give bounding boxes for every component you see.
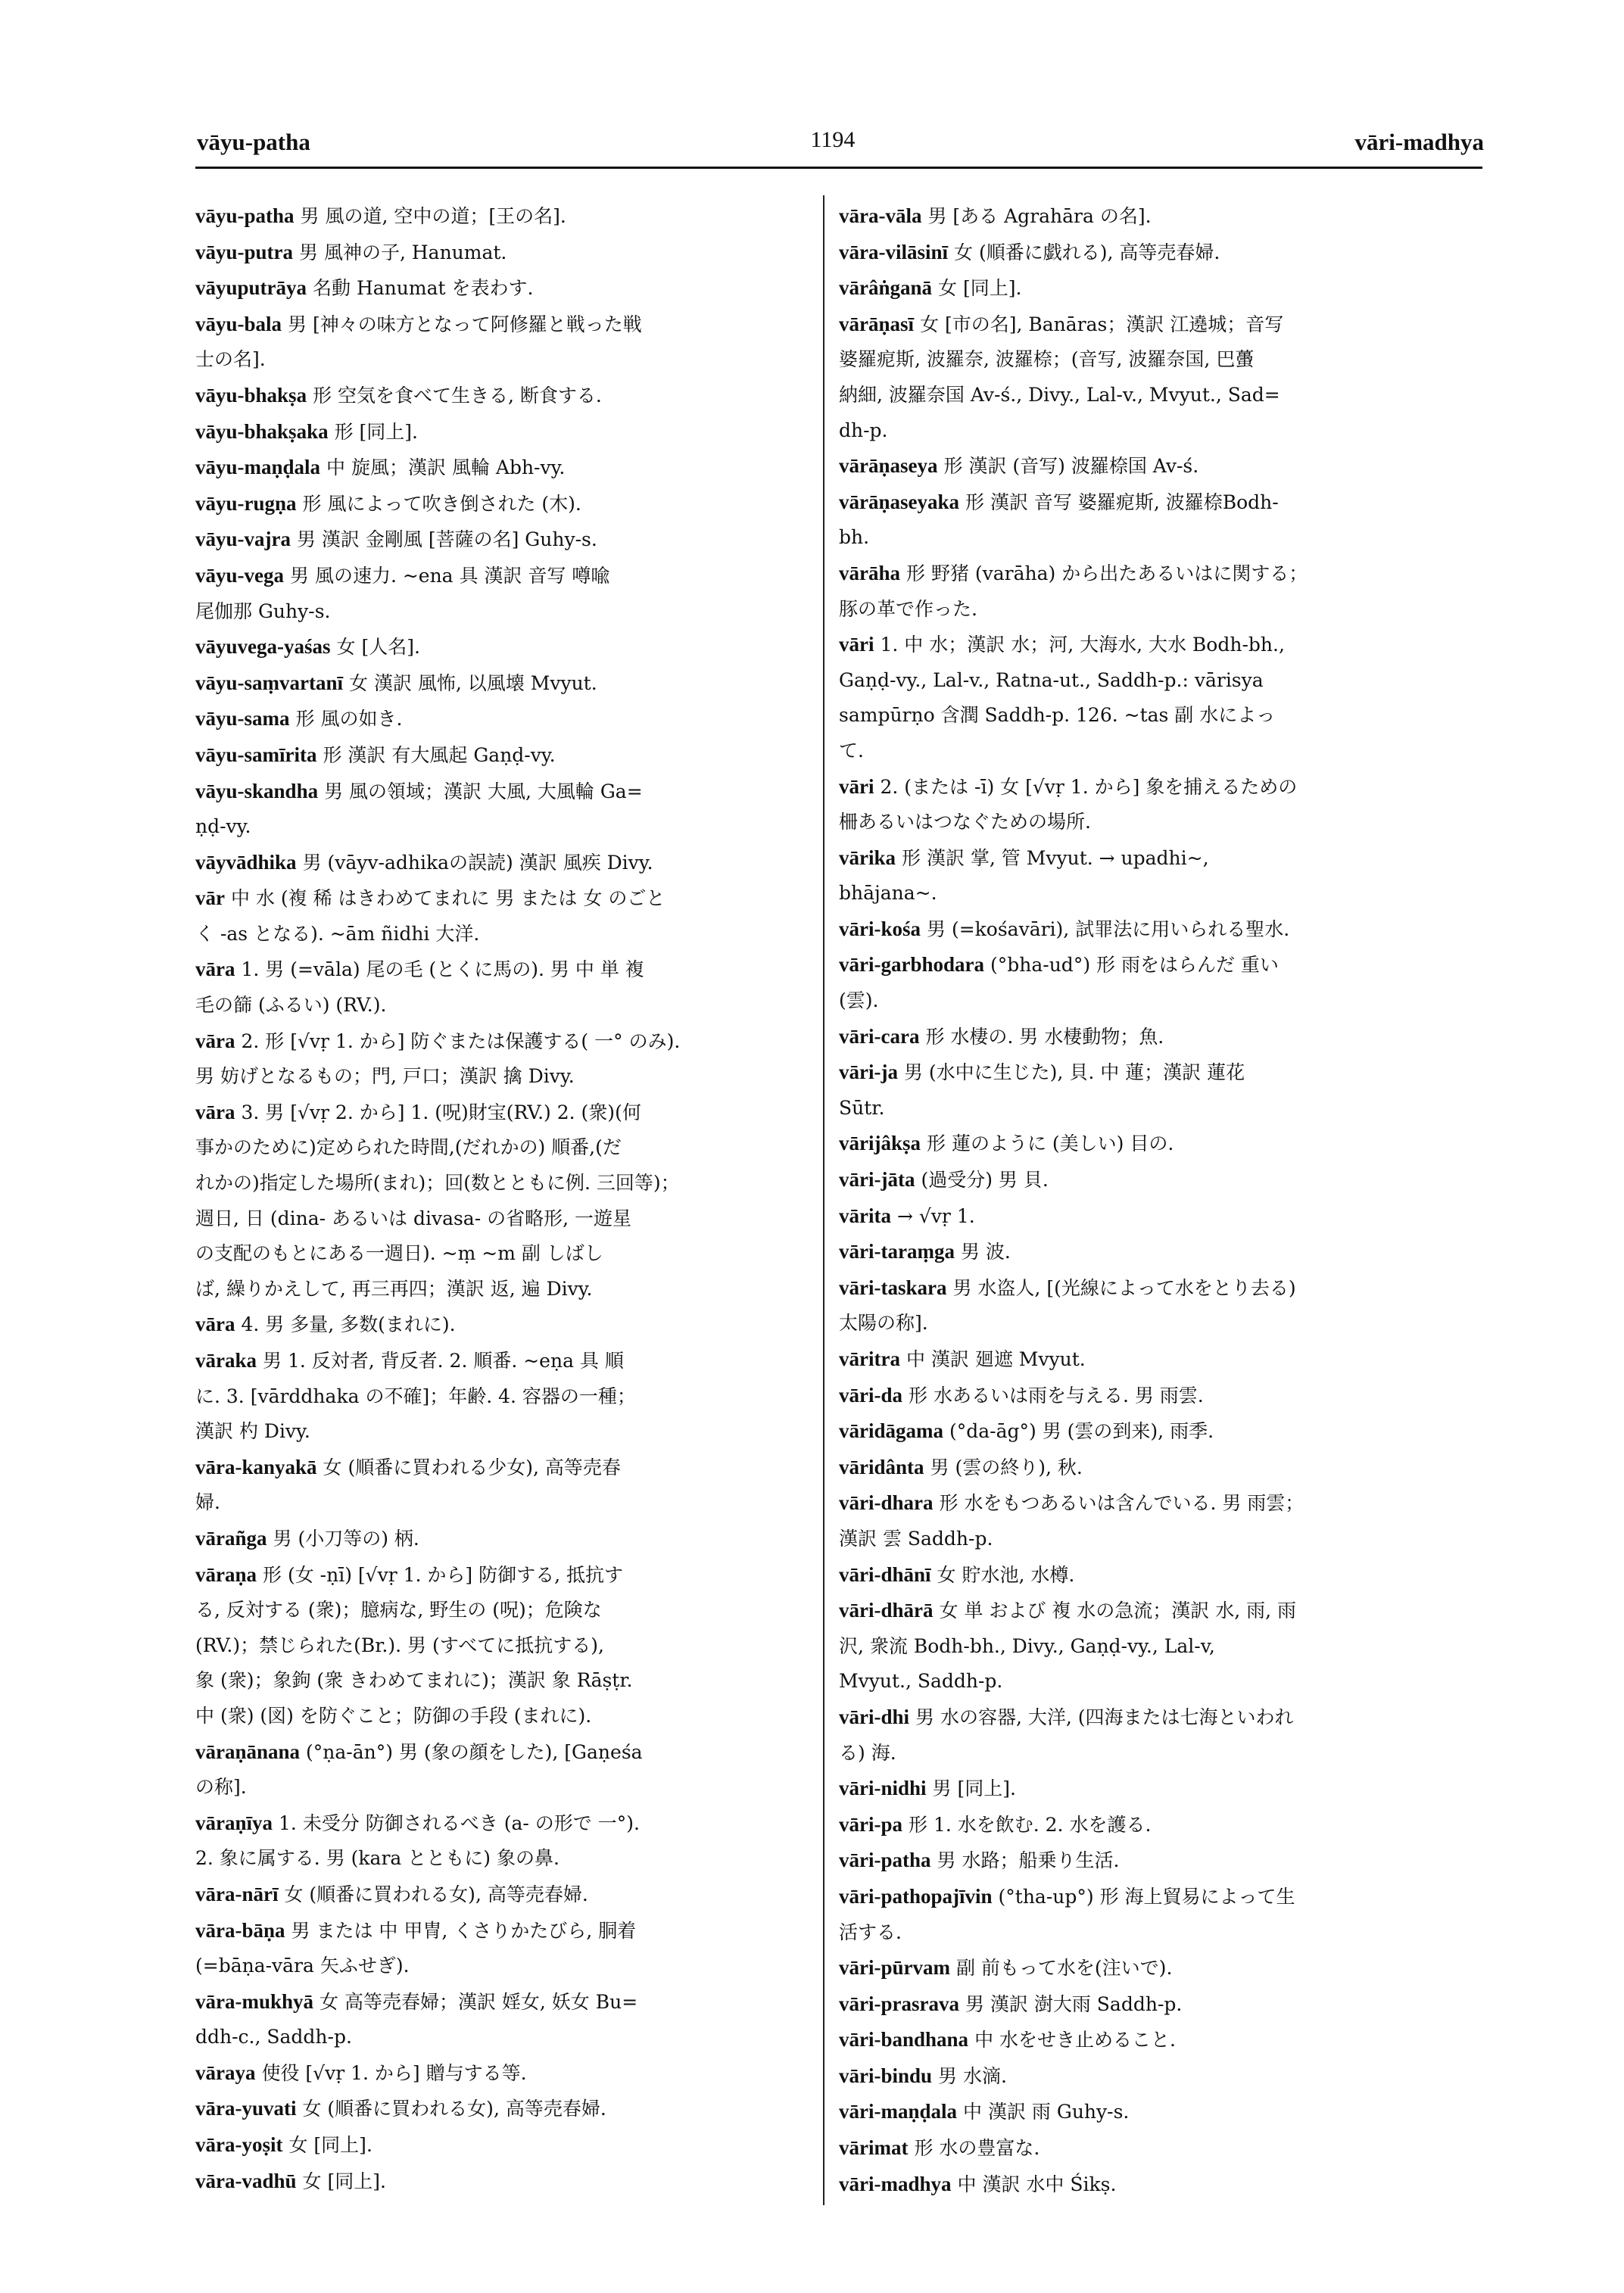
definition-line: (RV.)；禁じられた(Br.). 男 (すべてに抵抗する), bbox=[195, 1634, 604, 1656]
definition-line: 2. 象に属する. 男 (kara とともに) 象の鼻. bbox=[195, 1847, 560, 1870]
definition-line: 男 漢訳 金剛風 [菩薩の名] Guhy-s. bbox=[296, 528, 597, 551]
dictionary-entry bbox=[195, 1450, 801, 1521]
definition-line: (雲). bbox=[839, 989, 879, 1012]
headword: vāra bbox=[195, 1029, 235, 1052]
definition-line: の支配のもとにある一週日). ~ṃ ~m 副 しばし bbox=[195, 1242, 603, 1265]
definition-line: 男 (vāyv-adhikaの誤読) 漢訳 風疾 Divy. bbox=[302, 851, 653, 874]
definition-line: 中 漢訳 廻遮 Mvyut. bbox=[906, 1348, 1086, 1370]
definition-line: 中 水 (複 稀 はきわめてまれに 男 または 女 のごと bbox=[230, 887, 665, 910]
dictionary-entry bbox=[839, 947, 1482, 1018]
definition-line: 男 水盗人, [(光線によって水をとり去る) bbox=[952, 1276, 1296, 1299]
right-column bbox=[839, 198, 1482, 2202]
definition-line: 男 妨げとなるもの；門, 戸口；漢訳 擒 Divy. bbox=[195, 1065, 575, 1088]
headword: vāyu-saṃvartanī bbox=[195, 671, 343, 694]
headword: vāridânta bbox=[839, 1455, 924, 1478]
headword: vāra-vāla bbox=[839, 204, 922, 227]
definition-line: 形 水の豊富な. bbox=[914, 2137, 1040, 2160]
definition-line: ddh-c., Saddh-p. bbox=[195, 2026, 352, 2048]
dictionary-entry bbox=[195, 1734, 801, 1805]
dictionary-entry bbox=[195, 270, 801, 307]
dictionary-entry bbox=[839, 1341, 1482, 1378]
definition-line: 男 水の容器, 大洋, (四海または七海といわれ bbox=[915, 1706, 1294, 1728]
dictionary-entry bbox=[195, 1805, 801, 1877]
definition-line: 女 貯水池, 水樽. bbox=[937, 1563, 1075, 1586]
definition-line: 女 (順番に買われる女), 高等売春婦. bbox=[302, 2098, 606, 2120]
definition-line: る, 反対する (衆)；臆病な, 野生の (呪)；危険な bbox=[195, 1599, 602, 1622]
headword: vārāha bbox=[839, 561, 900, 584]
headword: vāyu-bala bbox=[195, 312, 282, 335]
headword: vāri-garbhodara bbox=[839, 953, 984, 977]
headword: vāritra bbox=[839, 1347, 900, 1370]
dictionary-entry bbox=[195, 845, 801, 881]
definition-line: 形 1. 水を飲む. 2. 水を護る. bbox=[909, 1813, 1152, 1836]
dictionary-entry bbox=[839, 1234, 1482, 1270]
headword: vāri-prasrava bbox=[839, 1992, 959, 2015]
dictionary-entry bbox=[195, 1557, 801, 1734]
definition-line: 女 [同上]. bbox=[288, 2134, 372, 2157]
headword: vāri-dhārā bbox=[839, 1599, 934, 1622]
definition-line: 女 [同上]. bbox=[302, 2170, 386, 2192]
definition-line: 士の名]. bbox=[195, 348, 266, 371]
dictionary-entry bbox=[839, 1450, 1482, 1486]
headword: vāyvādhika bbox=[195, 850, 297, 874]
headword: vāra bbox=[195, 1313, 235, 1336]
definition-line: 副 前もって水を(注いで). bbox=[955, 1957, 1173, 1980]
definition-line: 2. (または -ī) 女 [√vṛ 1. から] 象を捕えるための bbox=[880, 775, 1298, 798]
headword: vārita bbox=[839, 1204, 891, 1227]
dictionary-entry bbox=[195, 737, 801, 774]
definition-line: 柵あるいはつなぐための場所. bbox=[839, 811, 1091, 833]
definition-line: 女 漢訳 風怖, 以風壊 Mvyut. bbox=[349, 671, 597, 694]
headword: vāyu-samīrita bbox=[195, 743, 317, 766]
definition-line: 女 [市の名], Banāras；漢訳 江遶城；音写 bbox=[920, 313, 1284, 335]
definition-line: 男 (水中に生じた), 貝. 中 蓮；漢訳 蓮花 bbox=[903, 1061, 1245, 1084]
headword: vāri-da bbox=[839, 1383, 902, 1407]
definition-line: 形 水をもつあるいは含んでいる. 男 雨雲； bbox=[939, 1492, 1304, 1515]
dictionary-entry bbox=[195, 1307, 801, 1343]
dictionary-entry bbox=[839, 840, 1482, 911]
definition-line: dh-p. bbox=[839, 419, 888, 441]
headword: vārika bbox=[839, 846, 896, 869]
definition-line: 女 [人名]. bbox=[336, 636, 420, 659]
headword: vāra-yoṣit bbox=[195, 2133, 283, 2157]
headword: vār bbox=[195, 886, 225, 910]
headword: vāri-dhi bbox=[839, 1705, 910, 1728]
headword: vāra-mukhyā bbox=[195, 1989, 314, 2013]
definition-line: れかの)指定した場所(まれ)；回(数とともに例. 三回等)； bbox=[195, 1172, 680, 1195]
definition-line: 男 風の領域；漢訳 大風, 大風輪 Ga= bbox=[324, 780, 643, 802]
dictionary-entry bbox=[195, 450, 801, 486]
dictionary-entry bbox=[839, 1593, 1482, 1699]
dictionary-entry bbox=[839, 1843, 1482, 1879]
definition-line: bhājana~. bbox=[839, 882, 937, 905]
headword: vāri-maṇḍala bbox=[839, 2100, 958, 2123]
headword: vārimat bbox=[839, 2136, 909, 2160]
definition-line: 尾伽那 Guhy-s. bbox=[195, 600, 331, 622]
headword: vārijâkṣa bbox=[839, 1132, 921, 1155]
headword: vāraṇānana bbox=[195, 1740, 301, 1763]
dictionary-entry bbox=[839, 627, 1482, 768]
definition-line: (=bāṇa-vāra 矢ふせぎ). bbox=[195, 1955, 410, 1977]
dictionary-entry bbox=[195, 2091, 801, 2127]
definition-line: 男 水路；船乗り生活. bbox=[937, 1849, 1120, 1872]
dictionary-entry bbox=[195, 1343, 801, 1450]
headword: vāyuputrāya bbox=[195, 276, 307, 300]
dictionary-entry bbox=[195, 1521, 801, 1557]
definition-line: bh. bbox=[839, 526, 870, 549]
headword: vāri-taskara bbox=[839, 1276, 947, 1299]
definition-line: 3. 男 [√vṛ 2. から] 1. (呪)財宝(RV.) 2. (衆)(何 bbox=[241, 1101, 641, 1123]
definition-line: 男 [同上]. bbox=[932, 1777, 1016, 1800]
definition-line: (°da-āg°) 男 (雲の到来), 雨季. bbox=[949, 1420, 1214, 1443]
definition-line: 1. 中 水；漢訳 水；河, 大海水, 大水 Bodh-bh., bbox=[880, 634, 1285, 656]
headword: vāri-patha bbox=[839, 1849, 931, 1872]
dictionary-entry bbox=[195, 198, 801, 235]
definition-line: (°ṇa-ān°) 男 (象の顔をした), [Gaṇeśa bbox=[306, 1740, 643, 1763]
left-column bbox=[195, 198, 801, 2199]
definition-line: 形 漢訳 掌, 管 Mvyut. → upadhi~, bbox=[902, 846, 1209, 869]
dictionary-entry bbox=[195, 2055, 801, 2092]
headword: vāyu-patha bbox=[195, 204, 295, 227]
dictionary-entry bbox=[195, 558, 801, 629]
definition-line: (°bha-ud°) 形 雨をはらんだ 重い bbox=[990, 954, 1279, 977]
definition-line: 太陽の称]. bbox=[839, 1312, 928, 1335]
definition-line: 漢訳 雲 Saddh-p. bbox=[839, 1527, 993, 1550]
definition-line: て. bbox=[839, 739, 864, 762]
dictionary-entry bbox=[839, 556, 1482, 627]
headword: vāyu-skandha bbox=[195, 779, 319, 802]
definition-line: る) 海. bbox=[839, 1741, 896, 1764]
definition-line: 形 蓮のように (美しい) 目の. bbox=[927, 1132, 1174, 1155]
definition-line: 象 (衆)；象鉤 (衆 きわめてまれに)；漢訳 象 Rāṣṭr. bbox=[195, 1669, 633, 1692]
headword: vāri-jāta bbox=[839, 1168, 915, 1192]
definition-line: 1. 未受分 防御されるべき (a- の形で 一°). bbox=[279, 1812, 640, 1834]
page-number: 1194 bbox=[810, 127, 856, 152]
headword: vāra-yuvati bbox=[195, 2097, 297, 2120]
headword: vāri bbox=[839, 774, 874, 798]
definition-line: Gaṇḍ-vy., Lal-v., Ratna-ut., Saddh-p.: vārisya bbox=[839, 668, 1264, 691]
definition-line: の称]. bbox=[195, 1776, 247, 1799]
dictionary-entry bbox=[839, 2130, 1482, 2167]
dictionary-entry bbox=[839, 1198, 1482, 1235]
dictionary-entry bbox=[839, 1950, 1482, 1986]
definition-line: 男 (雲の終り), 秋. bbox=[930, 1456, 1083, 1478]
definition-line: 週日, 日 (dina- あるいは divasa- の省略形, 一遊星 bbox=[195, 1207, 631, 1229]
headword: vāri-dhara bbox=[839, 1491, 934, 1515]
dictionary-entry bbox=[839, 769, 1482, 840]
definition-line: に. 3. [vārddhaka の不確]；年齢. 4. 容器の一種； bbox=[195, 1385, 636, 1407]
definition-line: 男 (=kośavāri), 試罪法に用いられる聖水. bbox=[927, 918, 1290, 940]
definition-line: 中 (衆) (図) を防ぐこと；防御の手段 (まれに). bbox=[195, 1704, 592, 1727]
dictionary-entry bbox=[195, 1023, 801, 1095]
definition-line: 形 (女 -ṇī) [√vṛ 1. から] 防御する, 抵抗す bbox=[263, 1563, 623, 1586]
dictionary-entry bbox=[839, 1807, 1482, 1843]
headword: vāri-taraṃga bbox=[839, 1240, 955, 1263]
definition-line: 1. 男 (=vāla) 尾の毛 (とくに馬の). 男 中 単 複 bbox=[241, 958, 644, 981]
definition-line: 女 [同上]. bbox=[938, 277, 1022, 300]
headword: vāri-pūrvam bbox=[839, 1956, 950, 1980]
headword: vāra-vadhū bbox=[195, 2169, 297, 2192]
dictionary-entry bbox=[839, 1986, 1482, 2023]
dictionary-entry bbox=[839, 1879, 1482, 1950]
dictionary-entry bbox=[195, 774, 801, 845]
dictionary-entry bbox=[195, 522, 801, 558]
definition-line: 女 (順番に戯れる), 高等売春婦. bbox=[954, 241, 1220, 263]
definition-line: 婆羅痆斯, 波羅奈, 波羅㮈；(音写, 波羅奈国, 巴蠆 bbox=[839, 348, 1255, 371]
headword: vāra-vilāsinī bbox=[839, 240, 949, 263]
definition-line: 男 (小刀等の) 柄. bbox=[273, 1527, 419, 1550]
dictionary-entry bbox=[195, 2164, 801, 2200]
definition-line: 婦. bbox=[195, 1491, 220, 1514]
definition-line: 男 風の道, 空中の道；[王の名]. bbox=[300, 205, 566, 227]
headword: vāra bbox=[195, 958, 235, 981]
definition-line: 男 漢訳 澍大雨 Saddh-p. bbox=[965, 1992, 1183, 2015]
definition-line: 男 水滴. bbox=[938, 2064, 1007, 2087]
definition-line: 男 [ある Agrahāra の名]. bbox=[927, 205, 1152, 227]
definition-line: 女 高等売春婦；漢訳 婬女, 妖女 Bu= bbox=[320, 1990, 638, 2013]
headword: vāri-bandhana bbox=[839, 2028, 969, 2052]
definition-line: 男 1. 反対者, 背反者. 2. 順番. ~eṇa 具 順 bbox=[263, 1350, 624, 1372]
dictionary-entry bbox=[195, 414, 801, 450]
definition-line: く -as となる). ~ām ñidhi 大洋. bbox=[195, 922, 480, 945]
headword: vārāṇaseyaka bbox=[839, 490, 960, 513]
headword: vāri-nidhi bbox=[839, 1777, 927, 1800]
definition-line: 形 空気を食べて生きる, 断食する. bbox=[313, 384, 602, 407]
definition-line: Sūtr. bbox=[839, 1096, 885, 1119]
dictionary-entry bbox=[195, 307, 801, 378]
headword: vāri-pathopajīvin bbox=[839, 1884, 993, 1908]
definition-line: 毛の篩 (ふるい) (RV.). bbox=[195, 994, 387, 1017]
definition-line: 事かのために)定められた時間,(だれかの) 順番,(だ bbox=[195, 1136, 622, 1159]
definition-line: 漢訳 杓 Divy. bbox=[195, 1420, 310, 1443]
headword: vāra-kanyakā bbox=[195, 1455, 317, 1478]
dictionary-entry bbox=[839, 1019, 1482, 1055]
headword: vāyu-rugṇa bbox=[195, 491, 297, 515]
headword: vārañga bbox=[195, 1526, 267, 1550]
definition-line: 中 漢訳 水中 Śikṣ. bbox=[957, 2173, 1117, 2195]
dictionary-entry bbox=[195, 880, 801, 952]
headword: vāyu-vega bbox=[195, 563, 284, 587]
dictionary-entry bbox=[195, 2127, 801, 2164]
headword: vārâṅganā bbox=[839, 276, 933, 300]
dictionary-entry bbox=[839, 1270, 1482, 1341]
definition-line: 男 波. bbox=[960, 1241, 1011, 1263]
dictionary-entry bbox=[839, 1055, 1482, 1126]
dictionary-entry bbox=[839, 2167, 1482, 2203]
definition-line: ば, 繰りかえして, 再三再四；漢訳 返, 遍 Divy. bbox=[195, 1277, 593, 1300]
left-guideword: vāyu-patha bbox=[197, 129, 310, 155]
definition-line: 形 風の如き. bbox=[295, 708, 403, 731]
headword: vāyu-bhakṣa bbox=[195, 383, 307, 407]
headword: vāri-ja bbox=[839, 1061, 898, 1084]
definition-line: 男 風神の子, Hanumat. bbox=[299, 241, 507, 263]
definition-line: 中 水をせき止めること. bbox=[974, 2029, 1176, 2052]
dictionary-entry bbox=[195, 629, 801, 665]
dictionary-entry bbox=[195, 1984, 801, 2055]
definition-line: 形 漢訳 有大風起 Gaṇḍ-vy. bbox=[323, 743, 556, 766]
headword: vārāṇaseya bbox=[839, 454, 938, 478]
definition-line: 男 [神々の味方となって阿修羅と戦った戦 bbox=[288, 313, 642, 335]
dictionary-entry bbox=[195, 486, 801, 522]
dictionary-entry bbox=[839, 448, 1482, 484]
headword: vāyu-maṇḍala bbox=[195, 456, 321, 479]
definition-line: 形 漢訳 (音写) 波羅㮈国 Av-ś. bbox=[943, 455, 1199, 478]
definition-line: (過受分) 男 貝. bbox=[921, 1169, 1049, 1192]
definition-line: 男 風の速力. ~ena 具 漢訳 音写 噂喩 bbox=[290, 564, 610, 587]
dictionary-entry bbox=[839, 307, 1482, 448]
dictionary-entry bbox=[839, 1699, 1482, 1771]
definition-line: 形 [同上]. bbox=[334, 420, 418, 443]
dictionary-entry bbox=[839, 1126, 1482, 1162]
headword: vāra bbox=[195, 1100, 235, 1123]
dictionary-entry bbox=[839, 198, 1482, 235]
headword: vāra-nārī bbox=[195, 1882, 279, 1905]
definition-line: 形 水あるいは雨を与える. 男 雨雲. bbox=[909, 1384, 1204, 1407]
headword: vāri bbox=[839, 633, 874, 656]
headword: vāraya bbox=[195, 2061, 256, 2084]
headword: vāri-pa bbox=[839, 1812, 902, 1836]
definition-line: 活する. bbox=[839, 1921, 902, 1943]
headword: vāri-kośa bbox=[839, 917, 921, 940]
dictionary-entry bbox=[195, 1913, 801, 1984]
dictionary-entry bbox=[839, 235, 1482, 271]
definition-line: 女 単 および 複 水の急流；漢訳 水, 雨, 雨 bbox=[939, 1600, 1297, 1622]
definition-line: 名動 Hanumat を表わす. bbox=[313, 277, 534, 300]
headword: vāraka bbox=[195, 1349, 257, 1372]
definition-line: sampūrṇo 含潤 Saddh-p. 126. ~tas 副 水によっ bbox=[839, 704, 1276, 727]
dictionary-entry bbox=[839, 1771, 1482, 1807]
definition-line: 納細, 波羅奈国 Av-ś., Divy., Lal-v., Mvyut., Sad= bbox=[839, 383, 1280, 406]
headword: vāra-bāṇa bbox=[195, 1918, 285, 1942]
dictionary-entry bbox=[839, 1413, 1482, 1450]
headword: vāyuvega-yaśas bbox=[195, 635, 331, 659]
definition-line: 使役 [√vṛ 1. から] 贈与する等. bbox=[261, 2061, 527, 2084]
headword: vāyu-putra bbox=[195, 240, 294, 263]
definition-line: 4. 男 多量, 多数(まれに). bbox=[241, 1313, 456, 1336]
headword: vāyu-sama bbox=[195, 707, 290, 731]
dictionary-entry bbox=[195, 378, 801, 414]
definition-line: 2. 形 [√vṛ 1. から] 防ぐまたは保護する( 一° のみ). bbox=[241, 1030, 681, 1052]
headword: vāri-bindu bbox=[839, 2064, 933, 2087]
definition-line: 男 または 中 甲冑, くさりかたびら, 胴着 bbox=[291, 1919, 637, 1942]
dictionary-entry bbox=[839, 484, 1482, 556]
dictionary-entry bbox=[195, 701, 801, 737]
dictionary-entry bbox=[839, 2094, 1482, 2130]
headword: vāri-cara bbox=[839, 1024, 920, 1048]
dictionary-entry bbox=[839, 2022, 1482, 2058]
headword: vāyu-vajra bbox=[195, 528, 291, 551]
definition-line: 女 (順番に買われる少女), 高等売春 bbox=[323, 1456, 621, 1478]
definition-line: 女 (順番に買われる女), 高等売春婦. bbox=[284, 1883, 588, 1905]
dictionary-entry bbox=[839, 1162, 1482, 1198]
definition-line: 豚の革で作った. bbox=[839, 597, 977, 620]
headword: vāraṇa bbox=[195, 1562, 257, 1586]
headword: vāridāgama bbox=[839, 1419, 943, 1443]
dictionary-entry bbox=[195, 952, 801, 1023]
definition-line: 形 風によって吹き倒された (木). bbox=[302, 492, 581, 515]
dictionary-entry bbox=[839, 2058, 1482, 2095]
dictionary-entry bbox=[839, 270, 1482, 307]
headword: vāraṇīya bbox=[195, 1811, 273, 1834]
dictionary-entry bbox=[195, 1095, 801, 1307]
column-divider bbox=[823, 195, 824, 2205]
header-rule bbox=[195, 167, 1482, 169]
headword: vāri-dhānī bbox=[839, 1562, 931, 1586]
definition-line: ṇḍ-vy. bbox=[195, 815, 251, 838]
dictionary-entry bbox=[195, 235, 801, 271]
dictionary-entry bbox=[839, 911, 1482, 948]
definition-line: 中 旋風；漢訳 風輪 Abh-vy. bbox=[326, 456, 566, 479]
headword: vārāṇasī bbox=[839, 312, 915, 335]
definition-line: (°tha-up°) 形 海上貿易によって生 bbox=[998, 1885, 1295, 1908]
dictionary-entry bbox=[839, 1557, 1482, 1594]
headword: vāri-madhya bbox=[839, 2172, 952, 2195]
definition-line: 中 漢訳 雨 Guhy-s. bbox=[963, 2101, 1130, 2123]
headword: vāyu-bhakṣaka bbox=[195, 419, 329, 443]
right-guideword: vāri-madhya bbox=[1354, 129, 1484, 155]
definition-line: 形 水棲の. 男 水棲動物；魚. bbox=[925, 1025, 1164, 1048]
definition-line: → √vṛ 1. bbox=[896, 1204, 975, 1227]
definition-line: 形 野猪 (varāha) から出たあるいはに関する； bbox=[906, 562, 1308, 584]
definition-line: Mvyut., Saddh-p. bbox=[839, 1670, 1003, 1693]
dictionary-entry bbox=[195, 665, 801, 702]
definition-line: 形 漢訳 音写 婆羅痆斯, 波羅㮈Bodh- bbox=[965, 491, 1279, 513]
definition-line: 沢, 衆流 Bodh-bh., Divy., Gaṇḍ-vy., Lal-v, bbox=[839, 1634, 1215, 1657]
dictionary-entry bbox=[839, 1378, 1482, 1414]
dictionary-entry bbox=[839, 1485, 1482, 1556]
dictionary-entry bbox=[195, 1877, 801, 1913]
